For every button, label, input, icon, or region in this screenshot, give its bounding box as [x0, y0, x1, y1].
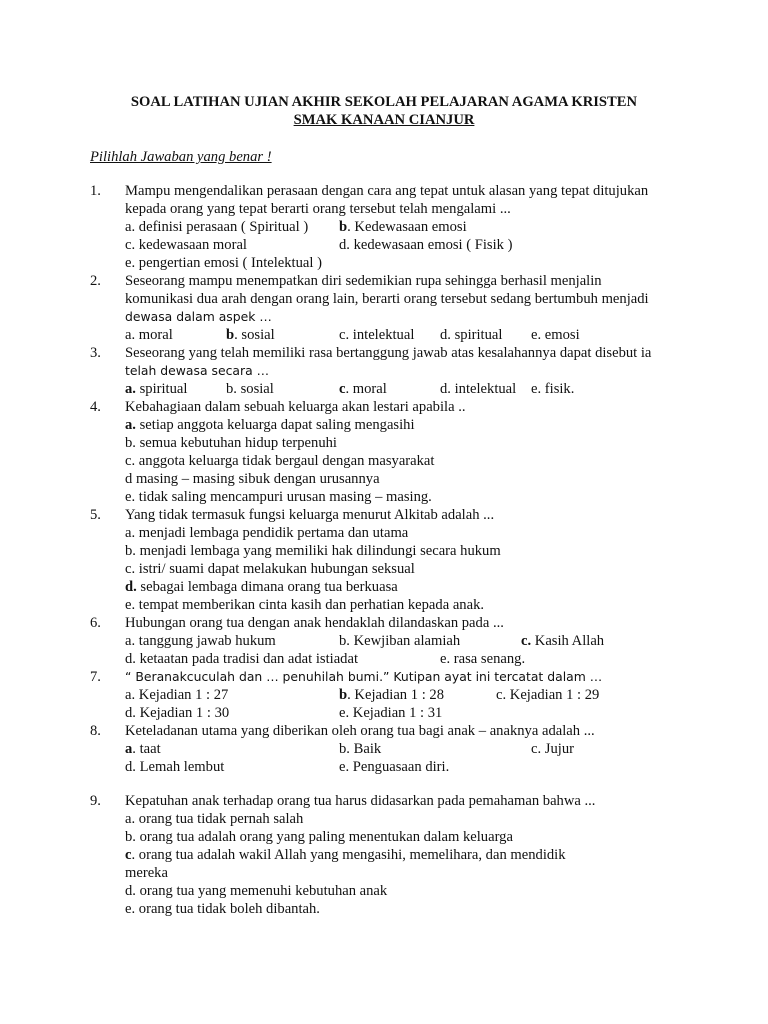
option-e: e. orang tua tidak boleh dibantah.	[125, 901, 320, 917]
option-c: c. Kejadian 1 : 29	[496, 687, 600, 703]
question-text: Kebahagiaan dalam sebuah keluarga akan lestari apabila ..	[125, 399, 466, 415]
question-text: Hubungan orang tua dengan anak hendaklah dilandaskan pada ...	[125, 615, 504, 631]
option-e: e. tempat memberikan cinta kasih dan perhatian kepada anak.	[125, 597, 485, 613]
option-a: a. tanggung jawab hukum	[125, 633, 276, 649]
question-text: Seseorang yang telah memiliki rasa bertanggung jawab atas kesalahannya dapat disebut ia	[125, 345, 652, 361]
option-c: c. intelektual	[339, 327, 415, 343]
option-d: d. Kejadian 1 : 30	[125, 705, 230, 721]
option-c: c. istri/ suami dapat melakukan hubungan seksual	[125, 561, 415, 577]
option-c: c. Kasih Allah	[521, 633, 605, 649]
option-e: e. Penguasaan diri.	[339, 759, 450, 775]
option-b: b. sosial	[226, 327, 275, 343]
option-a: a. orang tua tidak pernah salah	[125, 811, 304, 827]
option-e: e. Kejadian 1 : 31	[339, 705, 443, 721]
question-text: telah dewasa secara …	[125, 363, 270, 378]
option-d: d. kedewasaan emosi ( Fisik )	[339, 237, 513, 253]
option-d: d. Lemah lembut	[125, 759, 225, 775]
option-c-continued: mereka	[125, 865, 168, 881]
option-a: a. Kejadian 1 : 27	[125, 687, 229, 703]
instruction: Pilihlah Jawaban yang benar !	[90, 149, 272, 165]
option-d: d. intelektual	[440, 381, 517, 397]
option-c: c. moral	[339, 381, 387, 397]
question-text: Seseorang mampu menempatkan diri sedemikian rupa sehingga berhasil menjalin	[125, 273, 602, 289]
option-c: c. anggota keluarga tidak bergaul dengan masyarakat	[125, 453, 435, 469]
school-name: SMAK KANAAN CIANJUR	[293, 112, 475, 128]
question-number: 8.	[90, 723, 101, 739]
option-c: c. orang tua adalah wakil Allah yang mengasihi, memelihara, dan mendidik	[125, 847, 566, 863]
question-number: 6.	[90, 615, 101, 631]
option-b: b. Kejadian 1 : 28	[339, 687, 444, 703]
option-c: c. Jujur	[531, 741, 574, 757]
option-c: c. kedewasaan moral	[125, 237, 247, 253]
question-text: Kepatuhan anak terhadap orang tua harus didasarkan pada pemahaman bahwa ...	[125, 793, 596, 809]
option-d: d. ketaatan pada tradisi dan adat istiadat	[125, 651, 359, 667]
option-b: b. sosial	[226, 381, 274, 397]
option-e: e. rasa senang.	[440, 651, 526, 667]
option-d: d masing – masing sibuk dengan urusannya	[125, 471, 380, 487]
question-text: komunikasi dua arah dengan orang lain, berarti orang tersebut sedang bertumbuh menjadi	[125, 291, 649, 307]
option-b: b. Kewjiban alamiah	[339, 633, 461, 649]
option-b: b. menjadi lembaga yang memiliki hak dilindungi secara hukum	[125, 543, 501, 559]
option-b: b. Baik	[339, 741, 382, 757]
question-text: “ Beranakcuculah dan … penuhilah bumi.” Kutipan ayat ini tercatat dalam …	[125, 669, 603, 684]
option-e: e. pengertian emosi ( Intelektual )	[125, 255, 322, 271]
option-e: e. fisik.	[531, 381, 575, 397]
option-d: d. spiritual	[440, 327, 503, 343]
question-number: 9.	[90, 793, 101, 809]
question-number: 1.	[90, 183, 101, 199]
option-a: a. definisi perasaan ( Spiritual )	[125, 219, 309, 235]
option-a: a. moral	[125, 327, 173, 343]
option-e: e. emosi	[531, 327, 580, 343]
option-a: a. setiap anggota keluarga dapat saling mengasihi	[125, 417, 415, 433]
option-d: d. orang tua yang memenuhi kebutuhan anak	[125, 883, 388, 899]
option-a: a. taat	[125, 741, 161, 757]
option-a: a. menjadi lembaga pendidik pertama dan utama	[125, 525, 409, 541]
option-b: b. orang tua adalah orang yang paling menentukan dalam keluarga	[125, 829, 513, 845]
option-d: d. sebagai lembaga dimana orang tua berkuasa	[125, 579, 398, 595]
question-text: Yang tidak termasuk fungsi keluarga menurut Alkitab adalah ...	[125, 507, 495, 523]
question-number: 2.	[90, 273, 101, 289]
question-text: dewasa dalam aspek …	[125, 309, 272, 324]
question-number: 5.	[90, 507, 101, 523]
option-b: b. semua kebutuhan hidup terpenuhi	[125, 435, 337, 451]
question-number: 7.	[90, 669, 101, 685]
document-title: SOAL LATIHAN UJIAN AKHIR SEKOLAH PELAJARAN AGAMA KRISTEN	[130, 94, 638, 110]
question-text: Mampu mengendalikan perasaan dengan cara ang tepat untuk alasan yang tepat ditujukan	[125, 183, 649, 199]
option-e: e. tidak saling mencampuri urusan masing – masing.	[125, 489, 432, 505]
option-b: b. Kedewasaan emosi	[339, 219, 467, 235]
question-number: 4.	[90, 399, 101, 415]
option-a: a. spiritual	[125, 381, 188, 397]
question-text: Keteladanan utama yang diberikan oleh orang tua bagi anak – anaknya adalah ...	[125, 723, 595, 739]
question-text: kepada orang yang tepat berarti orang tersebut telah mengalami ...	[125, 201, 511, 217]
question-number: 3.	[90, 345, 101, 361]
